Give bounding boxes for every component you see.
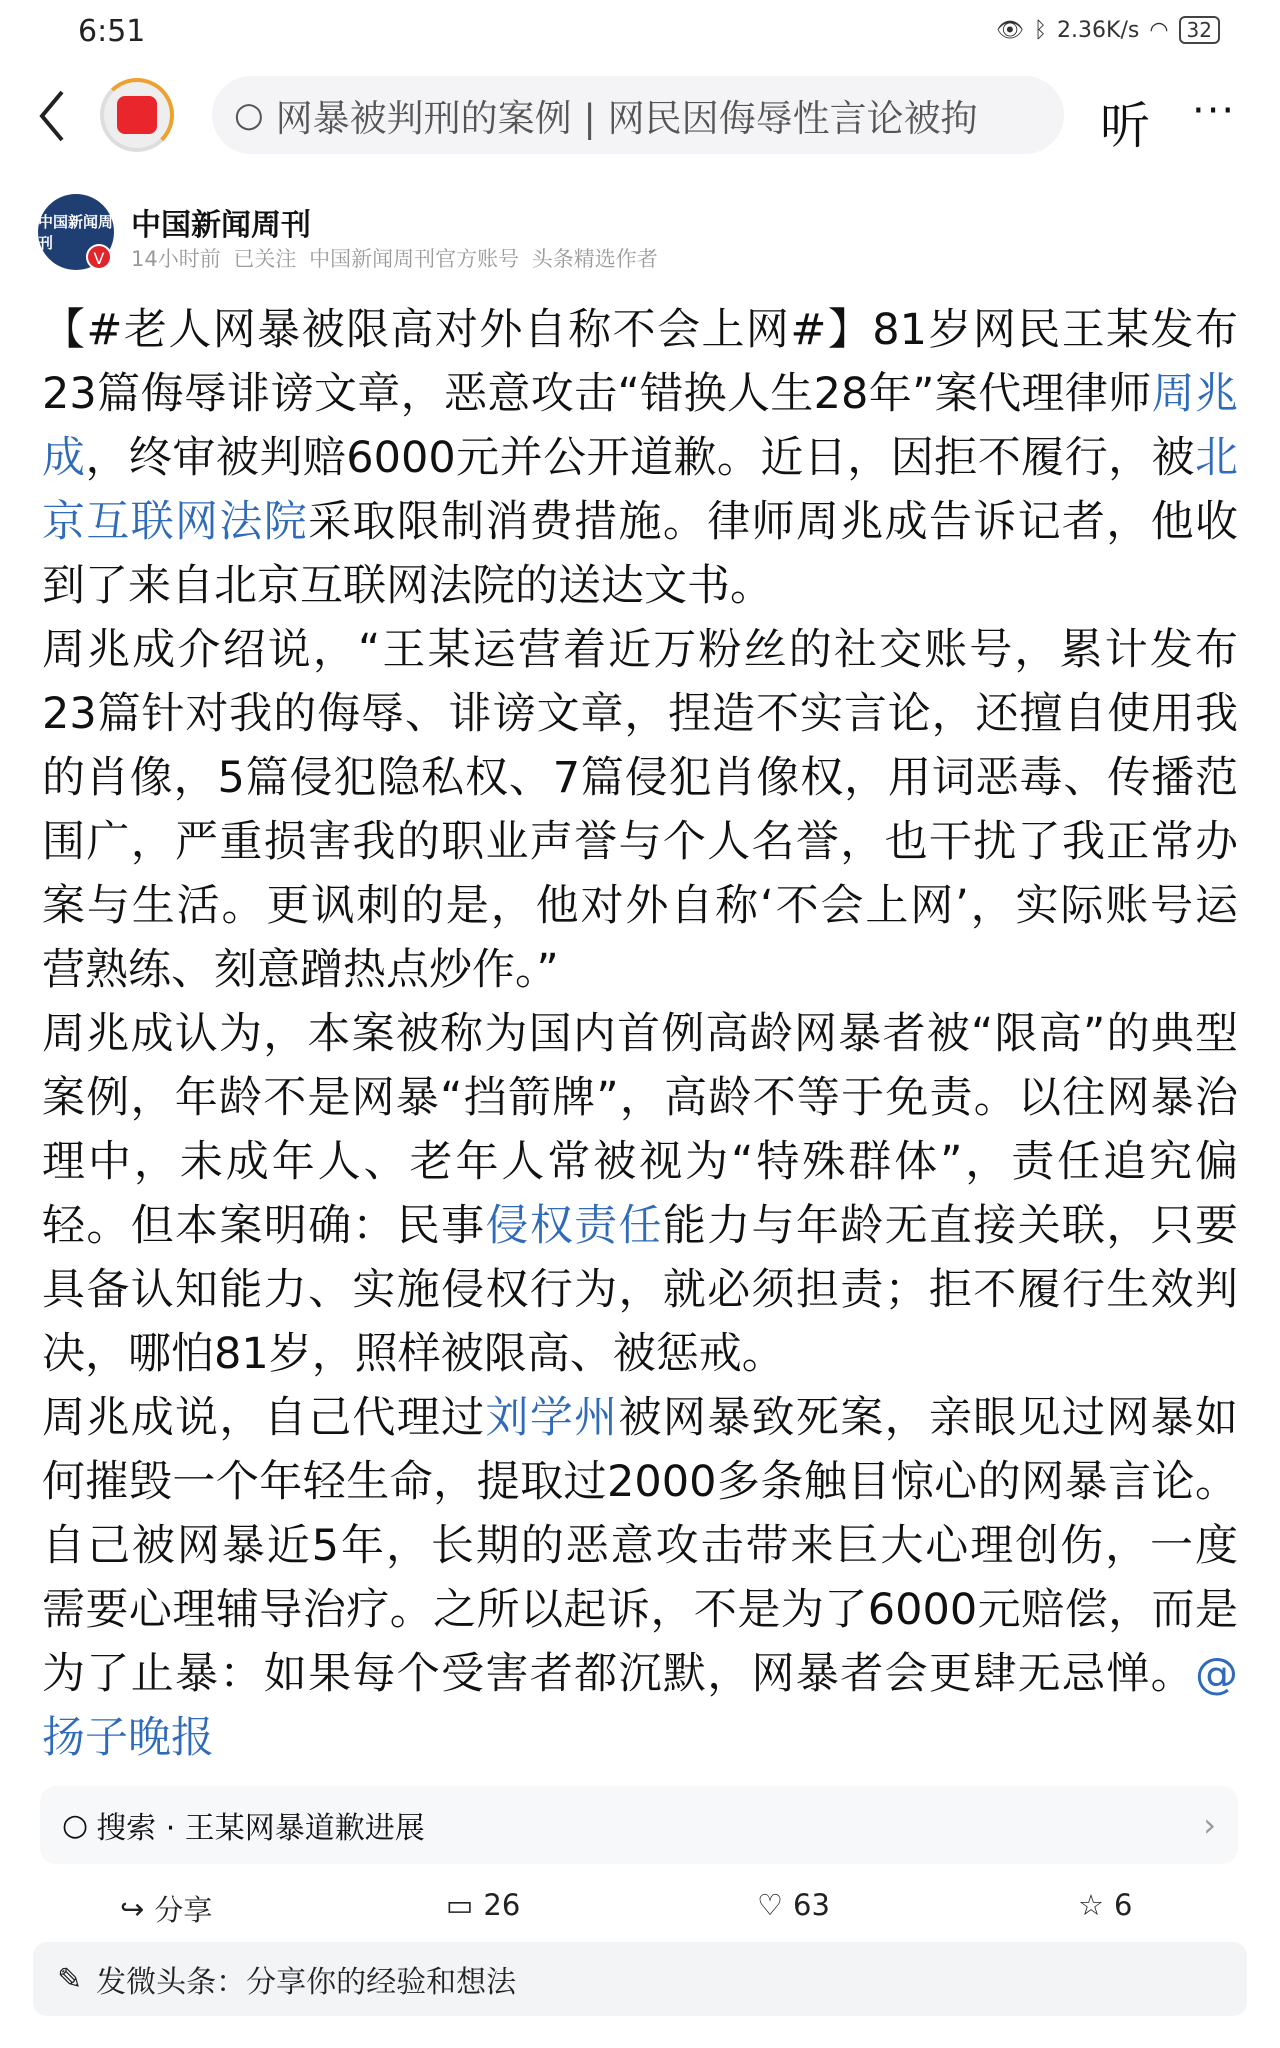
article-text: 到了来自北京互联网法院的送达文书。 xyxy=(42,561,773,611)
related-search-label: 搜索 · 王某网暴道歉进展 xyxy=(96,1811,425,1846)
article-line xyxy=(42,1322,1238,1386)
chevron-right-icon: › xyxy=(1203,1806,1216,1844)
share-label: 分享 xyxy=(154,1893,213,1927)
compose-placeholder: 发微头条：分享你的经验和想法 xyxy=(96,1965,517,2000)
eye-icon: 👁 xyxy=(995,17,1024,43)
article-line xyxy=(42,618,1238,682)
status-time: 6:51 xyxy=(78,14,146,49)
article-line xyxy=(42,1002,1238,1066)
back-icon[interactable] xyxy=(34,86,74,146)
article-line xyxy=(42,426,1238,490)
article-text: 23篇针对我的侮辱、诽谤文章，捏造不实言论，还擅自使用我 xyxy=(42,689,1238,739)
article-text: 周兆成介绍说，“王某运营着近万粉丝的社交账号，累计发布 xyxy=(42,625,1238,675)
article-line xyxy=(42,1578,1238,1642)
article-line xyxy=(42,810,1238,874)
article-link[interactable]: 北 xyxy=(1195,433,1238,483)
article-text: 案与生活。更讽刺的是，他对外自称‘不会上网’，实际账号运 xyxy=(42,881,1238,931)
article-text: 23篇侮辱诽谤文章，恶意攻击“错换人生28年”案代理律师 xyxy=(42,369,1152,419)
like-button[interactable] xyxy=(757,1888,830,1922)
article-line xyxy=(42,1258,1238,1322)
article-link[interactable]: 成 xyxy=(42,433,86,483)
related-search-card[interactable] xyxy=(40,1786,1238,1864)
article-link[interactable]: 刘学州 xyxy=(485,1393,619,1443)
share-button[interactable] xyxy=(120,1888,212,1929)
article-text: ，终审被判赔6000元并公开道歉。近日，因拒不履行，被 xyxy=(85,433,1195,483)
bluetooth-icon: ᛒ xyxy=(1033,17,1048,43)
article-text: 轻。但本案明确：民事 xyxy=(42,1201,486,1251)
article-body xyxy=(42,298,1238,1770)
search-bar[interactable] xyxy=(212,76,1064,154)
comment-button[interactable] xyxy=(446,1888,520,1922)
author-meta: 14小时前 已关注 中国新闻周刊官方账号 头条精选作者 xyxy=(131,247,658,271)
net-speed: 2.36K/s xyxy=(1057,17,1140,43)
comment-count: 26 xyxy=(483,1888,521,1922)
article-text: 为了止暴：如果每个受害者都沉默，网暴者会更肆无忌惮。 xyxy=(42,1649,1195,1699)
article-link[interactable]: @ xyxy=(1195,1649,1238,1699)
red-packet-icon xyxy=(117,96,157,134)
article-line xyxy=(42,1066,1238,1130)
search-icon: ○ xyxy=(234,95,264,135)
article-text: 周兆成说，自己代理过 xyxy=(42,1393,486,1443)
article-line xyxy=(42,362,1238,426)
article-text: 【#老人网暴被限高对外自称不会上网#】81岁网民王某发布 xyxy=(42,305,1238,355)
article-link[interactable]: 扬子晚报 xyxy=(42,1713,214,1763)
article-line xyxy=(42,1450,1238,1514)
listen-button[interactable]: 听 xyxy=(1100,97,1150,155)
article-text: 何摧毁一个年轻生命，提取过2000多条触目惊心的网暴言论。 xyxy=(42,1457,1238,1507)
article-line xyxy=(42,1642,1238,1706)
article-text: 需要心理辅导治疗。之所以起诉，不是为了6000元赔偿，而是 xyxy=(42,1585,1238,1635)
article-line xyxy=(42,554,1238,618)
author-name[interactable]: 中国新闻周刊 xyxy=(131,208,311,243)
favorite-count: 6 xyxy=(1114,1888,1133,1922)
heart-icon: ♡ xyxy=(757,1888,783,1922)
author-avatar[interactable]: 中国新闻周刊 xyxy=(38,194,114,270)
like-count: 63 xyxy=(793,1888,830,1922)
article-line xyxy=(42,938,1238,1002)
article-link[interactable]: 侵权责任 xyxy=(485,1201,663,1251)
pen-icon: ✎ xyxy=(57,1961,83,1997)
wifi-icon: ◠ xyxy=(1149,17,1169,43)
article-text: 采取限制消费措施。律师周兆成告诉记者，他收 xyxy=(308,497,1238,547)
article-text: 能力与年龄无直接关联，只要 xyxy=(662,1201,1238,1251)
article-line xyxy=(42,874,1238,938)
compose-bar[interactable] xyxy=(33,1942,1247,2016)
verified-badge: V xyxy=(86,244,112,270)
article-line xyxy=(42,298,1238,362)
article-line xyxy=(42,1130,1238,1194)
article-text: 围广，严重损害我的职业声誉与个人名誉，也干扰了我正常办 xyxy=(42,817,1238,867)
battery-icon: 32 xyxy=(1179,16,1220,44)
article-line xyxy=(42,746,1238,810)
article-text: 决，哪怕81岁，照样被限高、被惩戒。 xyxy=(42,1329,785,1379)
article-line xyxy=(42,1514,1238,1578)
article-line xyxy=(42,1386,1238,1450)
star-icon: ☆ xyxy=(1078,1888,1104,1922)
share-icon: ↪ xyxy=(120,1891,145,1926)
search-text: 网暴被判刑的案例 | 网民因侮辱性言论被拘 xyxy=(275,97,978,140)
status-icons xyxy=(996,16,1220,44)
comment-icon: ▭ xyxy=(446,1888,474,1922)
article-text: 案例，年龄不是网暴“挡箭牌”，高龄不等于免责。以往网暴治 xyxy=(42,1073,1238,1123)
article-text: 理中，未成年人、老年人常被视为“特殊群体”，责任追究偏 xyxy=(42,1137,1238,1187)
article-text: 营熟练、刻意蹭热点炒作。” xyxy=(42,945,559,995)
app-logo[interactable] xyxy=(100,78,174,152)
article-line xyxy=(42,1706,1238,1770)
article-link[interactable]: 周兆 xyxy=(1151,369,1238,419)
article-text: 的肖像，5篇侵犯隐私权、7篇侵犯肖像权，用词恶毒、传播范 xyxy=(42,753,1238,803)
article-text: 被网暴致死案，亲眼见过网暴如 xyxy=(618,1393,1238,1443)
search-icon: ○ xyxy=(62,1807,89,1843)
favorite-button[interactable] xyxy=(1078,1888,1132,1922)
article-line xyxy=(42,682,1238,746)
article-line xyxy=(42,1194,1238,1258)
article-line xyxy=(42,490,1238,554)
article-text: 自己被网暴近5年，长期的恶意攻击带来巨大心理创伤，一度 xyxy=(42,1521,1238,1571)
article-text: 具备认知能力、实施侵权行为，就必须担责；拒不履行生效判 xyxy=(42,1265,1238,1315)
more-button[interactable]: ··· xyxy=(1192,88,1237,134)
article-text: 周兆成认为，本案被称为国内首例高龄网暴者被“限高”的典型 xyxy=(42,1009,1238,1059)
article-link[interactable]: 京互联网法院 xyxy=(42,497,309,547)
